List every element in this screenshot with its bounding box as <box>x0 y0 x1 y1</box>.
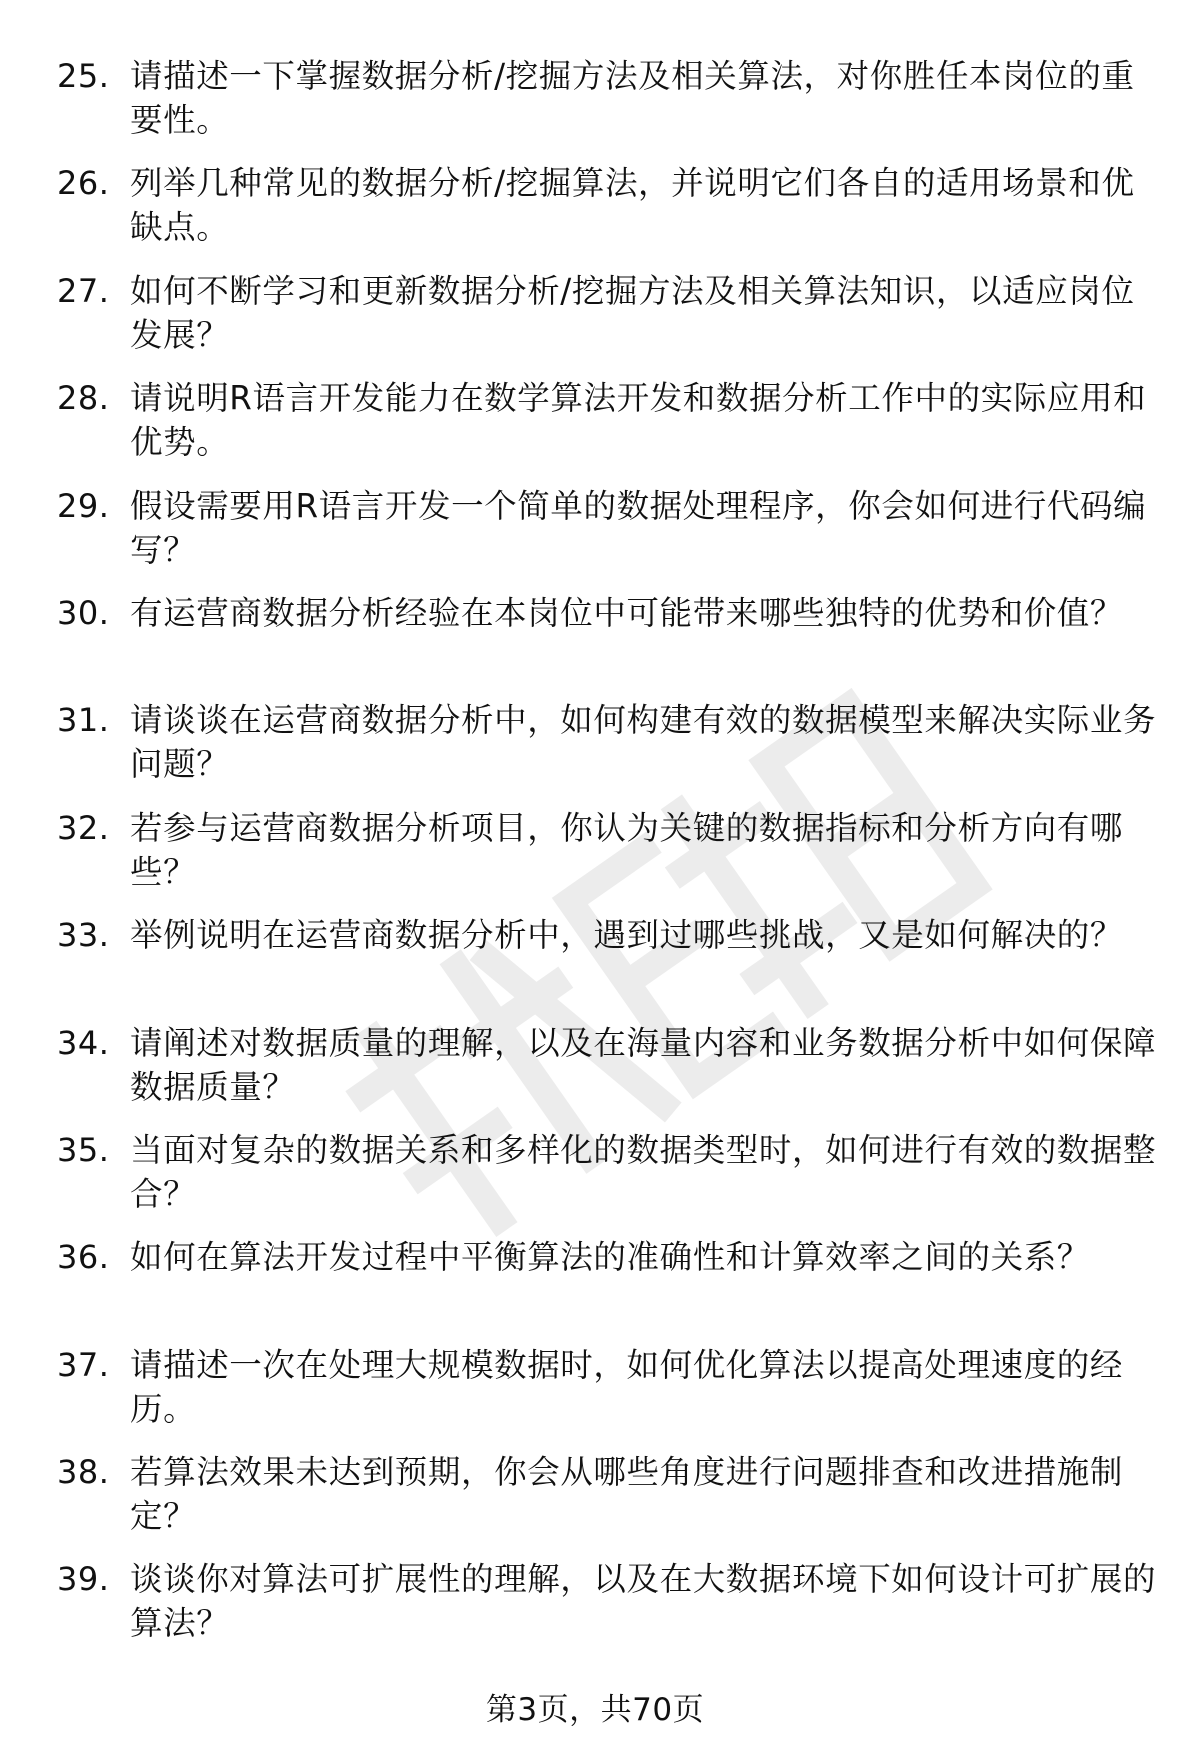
question-item <box>0 484 1190 591</box>
question-item <box>0 806 1190 913</box>
question-number: 28. <box>57 379 110 418</box>
question-item <box>0 1450 1190 1557</box>
question-text: 请描述一次在处理大规模数据时，如何优化算法以提高处理速度的经历。 <box>130 1345 1124 1428</box>
question-item <box>0 913 1190 1020</box>
question-text: 举例说明在运营商数据分析中，遇到过哪些挑战，又是如何解决的？ <box>130 916 1124 955</box>
question-number: 27. <box>57 271 110 310</box>
question-item <box>0 1343 1190 1450</box>
question-number: 29. <box>57 486 110 525</box>
question-number: 36. <box>57 1238 110 1277</box>
question-number: 30. <box>57 593 110 632</box>
question-text: 当面对复杂的数据关系和多样化的数据类型时，如何进行有效的数据整合？ <box>130 1130 1157 1213</box>
question-item <box>0 1128 1190 1235</box>
question-number: 37. <box>57 1345 110 1384</box>
question-number: 33. <box>57 916 110 955</box>
question-text: 若算法效果未达到预期，你会从哪些角度进行问题排查和改进措施制定？ <box>130 1453 1124 1536</box>
question-number: 25. <box>57 57 110 95</box>
question-number: 35. <box>57 1130 110 1169</box>
question-list <box>0 54 1190 1665</box>
question-text: 列举几种常见的数据分析/挖掘算法，并说明它们各自的适用场景和优缺点。 <box>130 164 1135 247</box>
question-text: 假设需要用R语言开发一个简单的数据处理程序，你会如何进行代码编写？ <box>130 486 1147 569</box>
question-text: 如何不断学习和更新数据分析/挖掘方法及相关算法知识，以适应岗位发展？ <box>130 271 1135 354</box>
question-number: 26. <box>57 164 110 203</box>
question-text: 请阐述对数据质量的理解，以及在海量内容和业务数据分析中如何保障数据质量？ <box>130 1023 1157 1106</box>
question-text: 如何在算法开发过程中平衡算法的准确性和计算效率之间的关系？ <box>130 1238 1090 1277</box>
question-number: 34. <box>57 1023 110 1062</box>
question-number: 31. <box>57 701 110 740</box>
page-indicator: 第3页，共70页 <box>485 1692 705 1728</box>
question-item <box>0 1557 1190 1664</box>
question-item <box>0 1021 1190 1128</box>
question-item <box>0 269 1190 376</box>
question-item <box>0 54 1190 161</box>
question-number: 39. <box>57 1560 110 1599</box>
question-item <box>0 161 1190 268</box>
question-text: 谈谈你对算法可扩展性的理解，以及在大数据环境下如何设计可扩展的算法？ <box>130 1560 1157 1643</box>
question-number: 38. <box>57 1453 110 1492</box>
question-item <box>0 591 1190 698</box>
question-text: 请谈谈在运营商数据分析中，如何构建有效的数据模型来解决实际业务问题？ <box>130 701 1157 784</box>
question-number: 32. <box>57 808 110 847</box>
question-item <box>0 698 1190 805</box>
question-item <box>0 1235 1190 1342</box>
question-item <box>0 376 1190 483</box>
question-text: 若参与运营商数据分析项目，你认为关键的数据指标和分析方向有哪些？ <box>130 808 1124 891</box>
question-text: 请描述一下掌握数据分析/挖掘方法及相关算法，对你胜任本岗位的重要性。 <box>130 57 1135 139</box>
question-text: 请说明R语言开发能力在数学算法开发和数据分析工作中的实际应用和优势。 <box>130 379 1147 462</box>
question-text: 有运营商数据分析经验在本岗位中可能带来哪些独特的优势和价值？ <box>130 593 1124 632</box>
